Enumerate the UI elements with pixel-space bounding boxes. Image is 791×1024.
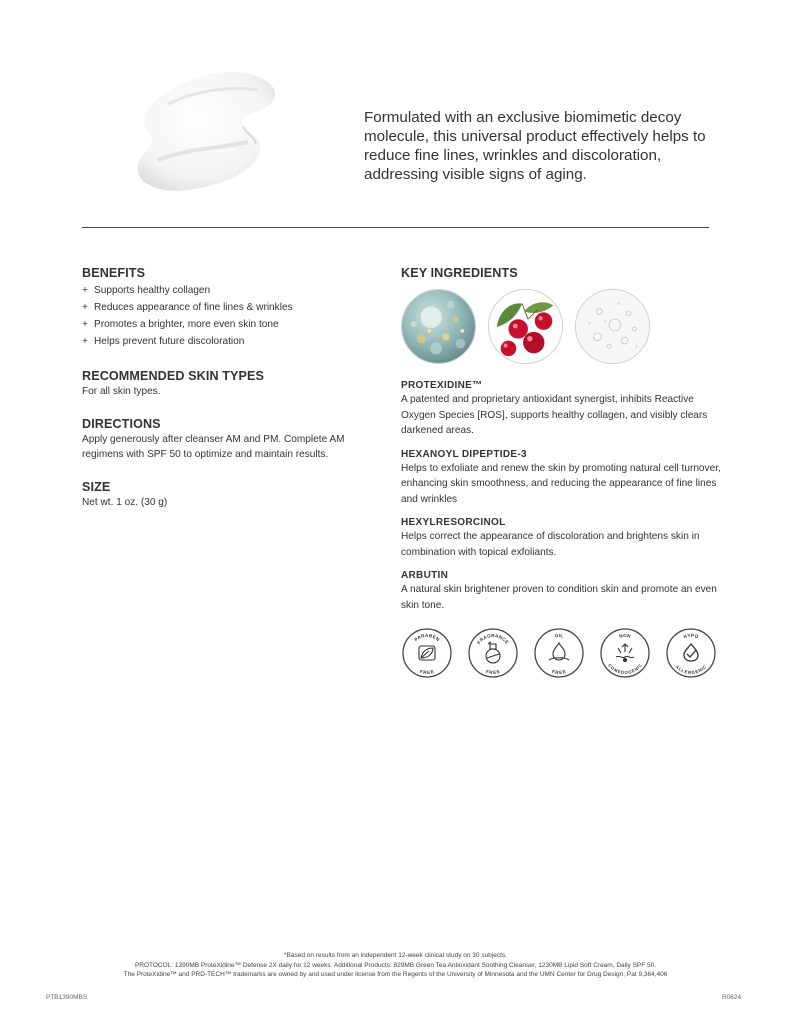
skin-types-text: For all skin types. xyxy=(82,386,161,397)
berries-image xyxy=(488,289,563,364)
leaf-icon xyxy=(419,646,435,660)
svg-text:FREE xyxy=(419,669,434,675)
right-column xyxy=(401,266,721,679)
left-column xyxy=(82,266,382,510)
badge-bottom-label: COMEDOGENIC xyxy=(607,662,643,676)
directions-section xyxy=(82,417,382,463)
benefits-list xyxy=(82,282,382,350)
benefits-heading: BENEFITS xyxy=(82,266,146,280)
svg-text:FREE xyxy=(485,669,500,675)
benefits-section xyxy=(82,266,382,350)
ingredient-hexanoyl-dipeptide xyxy=(401,449,721,508)
pores-icon xyxy=(616,644,634,662)
badge-bottom-label: FREE xyxy=(419,668,435,676)
perfume-bottle-icon xyxy=(486,642,500,663)
ingredient-name: HEXYLRESORCINOL xyxy=(401,517,506,528)
ingredient-arbutin xyxy=(401,570,721,613)
ingredient-images xyxy=(401,289,721,364)
badge-top-label: HYPO xyxy=(682,632,700,640)
svg-text:PARABEN xyxy=(413,633,441,642)
badge-bottom-label: ALLERGENIC xyxy=(674,664,708,676)
key-ingredients-heading: KEY INGREDIENTS xyxy=(401,266,518,280)
ingredient-protexidine xyxy=(401,380,721,439)
section-divider xyxy=(82,227,709,228)
badge-bottom-label: FREE xyxy=(551,668,567,676)
ingredient-description: Helps to exfoliate and renew the skin by promoting natural cell turnover, enhancing skin smoothness, and reducing the appearance of fine lines and wrinkles xyxy=(401,462,721,505)
benefit-item: + Supports healthy collagen xyxy=(82,282,382,299)
ingredient-hexylresorcinol xyxy=(401,517,721,560)
footnote-line: PROTOCOL: 1390MB ProteXidine™ Defense 2X daily for 12 weeks. Additional Products: 829MB Green Tea Antioxidant Soothing Cleanser, 1230MB Lipid Soft Cream, Daily SPF 50. xyxy=(134,961,657,969)
skin-types-heading: RECOMMENDED SKIN TYPES xyxy=(82,369,265,383)
benefit-item: + Promotes a brighter, more even skin tone xyxy=(82,316,382,333)
document-code: PTB1390MBS xyxy=(46,994,88,1001)
svg-text:NON xyxy=(619,633,632,639)
footnote xyxy=(0,951,791,980)
size-heading: SIZE xyxy=(82,479,111,494)
badge-top-label: OIL xyxy=(554,632,564,639)
ingredient-description: Helps correct the appearance of discoloration and brightens skin in combination with topical exfoliants. xyxy=(401,531,700,558)
ingredient-description: A natural skin brightener proven to condition skin and promote an even skin tone. xyxy=(401,584,717,611)
oil-drop-icon xyxy=(549,643,569,660)
size-text: Net wt. 1 oz. (30 g) xyxy=(82,496,168,508)
badge-top-label: NON xyxy=(618,633,632,639)
ingredient-description: A patented and proprietary antioxidant synergist, inhibits Reactive Oxygen Species [ROS], supports healthy collagen, and visibly clears darkened areas. xyxy=(401,394,708,436)
water-droplets-image xyxy=(575,289,650,364)
badge-bottom-label: FREE xyxy=(485,668,501,676)
ingredient-name: ARBUTIN xyxy=(401,570,449,581)
svg-text:HYPO xyxy=(683,633,700,640)
directions-heading: DIRECTIONS xyxy=(82,416,161,431)
footnote-line: The ProteXidine™ and PRD-TECH™ trademarks are owned by and used under license from the Regents of the University of Minnesota and the UMN Center for Drug Design, Pat 9,364,406 xyxy=(123,971,668,978)
benefit-item: + Reduces appearance of fine lines & wrinkles xyxy=(82,299,382,316)
skin-types-section xyxy=(82,369,382,400)
benefit-item: + Helps prevent future discoloration xyxy=(82,333,382,350)
oil-free-badge xyxy=(533,627,585,679)
svg-text:OIL xyxy=(554,633,564,639)
footnote-line: *Based on results from an independent 12-week clinical study on 30 subjects. xyxy=(284,952,507,959)
fragrance-free-badge xyxy=(467,627,519,679)
protexidine-image xyxy=(401,289,476,364)
claim-badges xyxy=(401,627,721,679)
svg-text:FRAGRANCE xyxy=(476,633,510,645)
cream-texture-image xyxy=(128,64,288,204)
paraben-free-badge xyxy=(401,627,453,679)
badge-top-label: PARABEN xyxy=(413,632,441,643)
svg-text:FREE xyxy=(551,669,566,675)
badge-top-label: FRAGRANCE xyxy=(476,632,510,646)
hypoallergenic-badge xyxy=(665,627,717,679)
revision-code: R0624 xyxy=(722,994,742,1001)
non-comedogenic-badge xyxy=(599,627,651,679)
ingredient-name: HEXANOYL DIPEPTIDE-3 xyxy=(401,448,527,460)
check-shield-icon xyxy=(684,644,698,661)
product-intro: Formulated with an exclusive biomimetic decoy molecule, this universal product effectively helps to reduce fine lines, wrinkles and discoloration, addressing visible signs of aging. xyxy=(364,109,706,183)
ingredient-name: PROTEXIDINE™ xyxy=(401,380,483,391)
directions-text: Apply generously after cleanser AM and PM. Complete AM regimens with SPF 50 to optimize and maintain results. xyxy=(82,433,345,460)
size-section xyxy=(82,480,382,511)
